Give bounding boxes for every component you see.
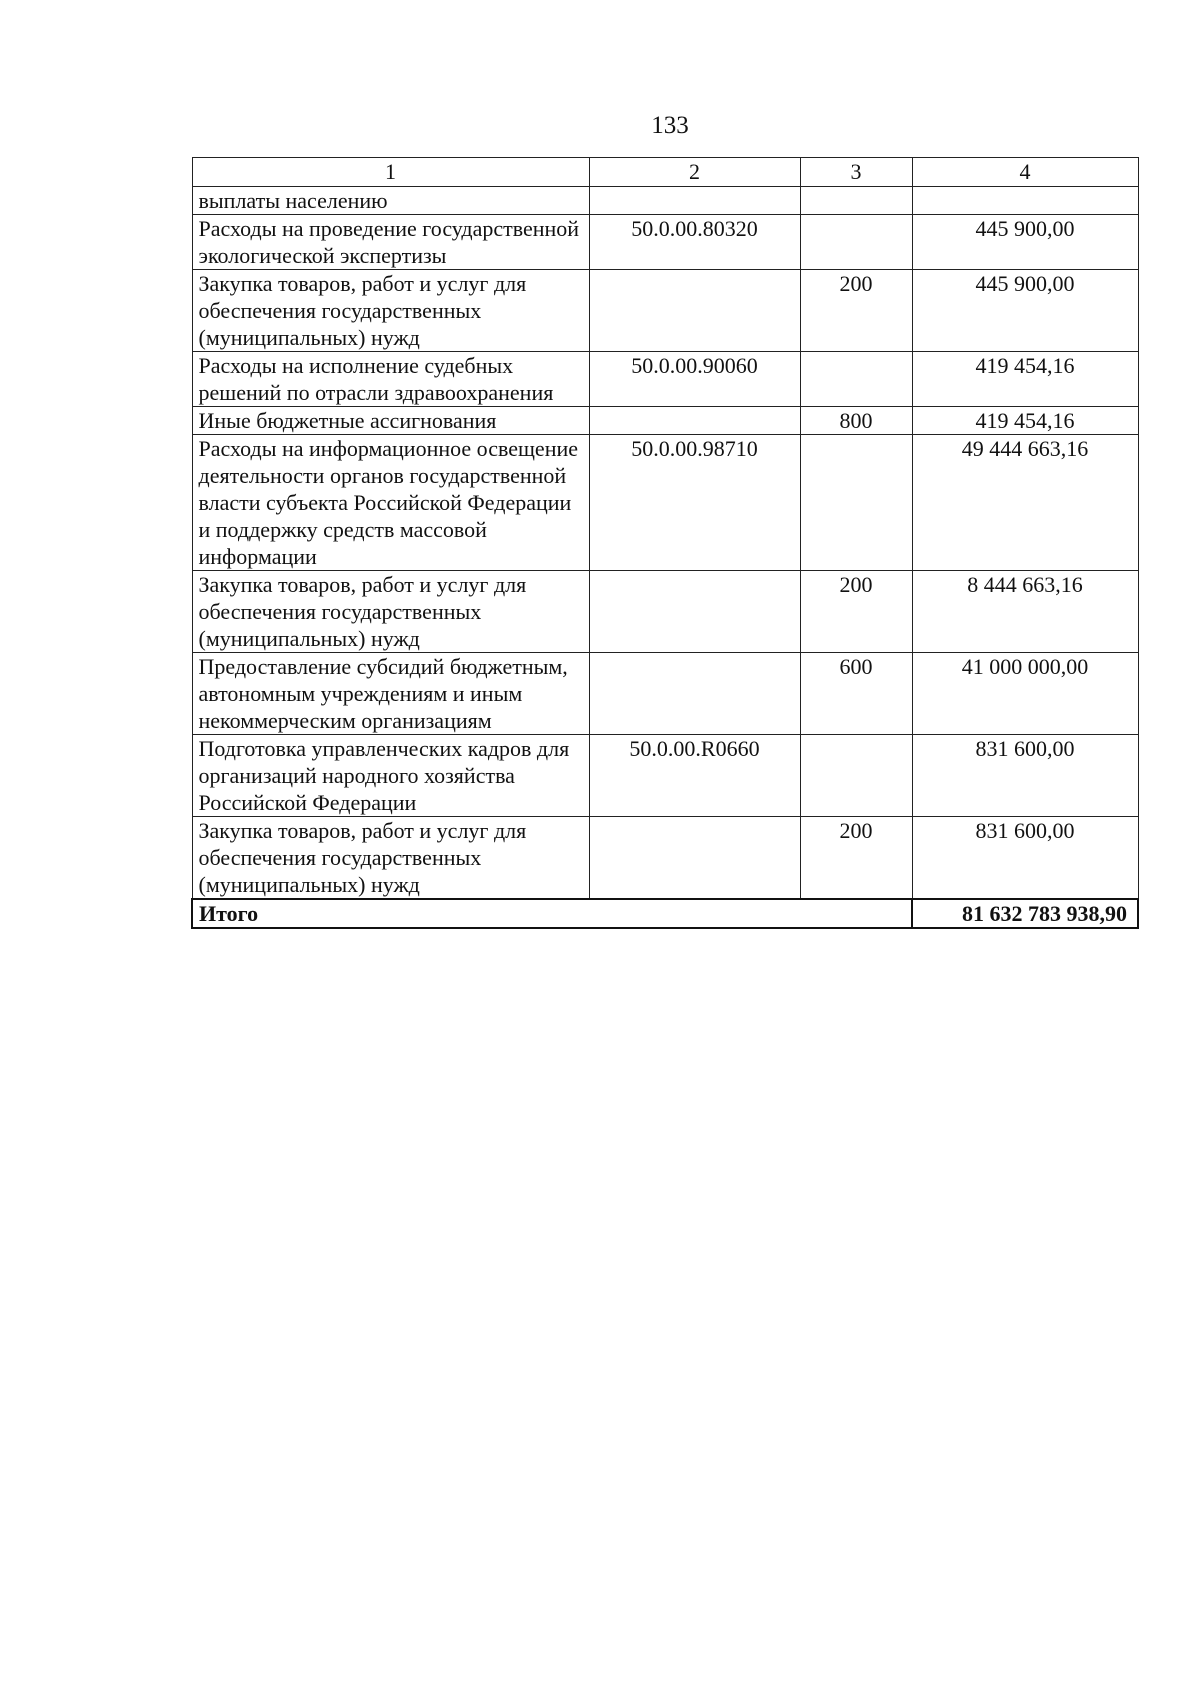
column-header-4: 4 [912,158,1138,187]
row-name: выплаты населению [192,187,589,215]
row-amount: 445 900,00 [912,270,1138,352]
table-row [192,817,1138,900]
page-number: 133 [651,112,689,139]
row-code: 50.0.00.90060 [589,352,800,407]
row-amount: 419 454,16 [912,352,1138,407]
row-name: Расходы на проведение государственной экологической экспертизы [192,215,589,270]
row-code: 50.0.00.R0660 [589,735,800,817]
table-row [192,735,1138,817]
table-row [192,407,1138,435]
row-name: Предоставление субсидий бюджетным, автономным учреждениям и иным некоммерческим организациям [192,653,589,735]
table-row [192,270,1138,352]
row-name: Закупка товаров, работ и услуг для обеспечения государственных (муниципальных) нужд [192,270,589,352]
row-type [800,352,912,407]
row-name: Расходы на информационное освещение деятельности органов государственной власти субъекта Российской Федерации и поддержку средств массовой информации [192,435,589,571]
row-type: 200 [800,817,912,900]
row-name: Подготовка управленческих кадров для организаций народного хозяйства Российской Федерации [192,735,589,817]
row-name: Иные бюджетные ассигнования [192,407,589,435]
table-row [192,187,1138,215]
table-row [192,352,1138,407]
row-amount: 831 600,00 [912,735,1138,817]
table-row [192,571,1138,653]
row-type [800,215,912,270]
column-header-3: 3 [800,158,912,187]
row-name: Расходы на исполнение судебных решений по отрасли здравоохранения [192,352,589,407]
row-amount: 49 444 663,16 [912,435,1138,571]
total-amount: 81 632 783 938,90 [912,899,1138,928]
table-row [192,653,1138,735]
row-type: 800 [800,407,912,435]
row-amount: 41 000 000,00 [912,653,1138,735]
row-amount: 419 454,16 [912,407,1138,435]
row-code [589,187,800,215]
table-row [192,215,1138,270]
row-code [589,653,800,735]
row-type: 200 [800,270,912,352]
budget-table [191,157,1139,929]
total-row [192,899,1138,928]
row-type [800,435,912,571]
row-code [589,270,800,352]
row-name: Закупка товаров, работ и услуг для обеспечения государственных (муниципальных) нужд [192,571,589,653]
row-type: 600 [800,653,912,735]
row-code [589,571,800,653]
total-label: Итого [192,899,912,928]
row-type: 200 [800,571,912,653]
row-code: 50.0.00.98710 [589,435,800,571]
column-header-1: 1 [192,158,589,187]
row-amount: 445 900,00 [912,215,1138,270]
row-type [800,735,912,817]
row-type [800,187,912,215]
row-name: Закупка товаров, работ и услуг для обеспечения государственных (муниципальных) нужд [192,817,589,900]
row-code: 50.0.00.80320 [589,215,800,270]
row-amount: 8 444 663,16 [912,571,1138,653]
row-amount: 831 600,00 [912,817,1138,900]
table-row [192,435,1138,571]
row-code [589,817,800,900]
row-code [589,407,800,435]
column-header-2: 2 [589,158,800,187]
row-amount [912,187,1138,215]
table-header-row [192,158,1138,187]
